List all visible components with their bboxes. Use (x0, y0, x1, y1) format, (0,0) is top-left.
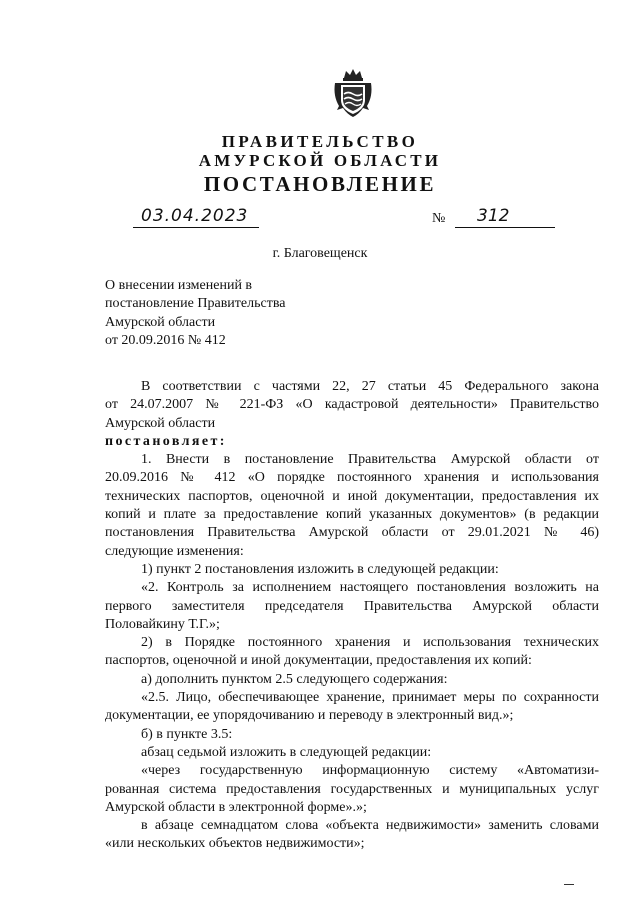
body-line: паспортов, оценочной и иной документации, предоставления их копий: (105, 653, 532, 669)
body-line: от 24.07.2007 № 221-ФЗ «О кадастровой деятельности» Правительство (105, 397, 599, 413)
document-number: 312 (455, 206, 555, 228)
government-title: ПРАВИТЕЛЬСТВО (221, 132, 419, 151)
subject-line: постановление Правительства (105, 296, 286, 312)
document-type: ПОСТАНОВЛЕНИЕ (203, 172, 437, 196)
subject-line: О внесении изменений в (105, 278, 253, 293)
body-line: б) в пункте 3.5: (141, 726, 233, 742)
body-line: Амурской области (105, 415, 216, 431)
subject-line: от 20.09.2016 № 412 (105, 332, 226, 348)
body-line: «через государственную информационную систему «Автоматизи- (141, 763, 599, 779)
body-line: «2. Контроль за исполнением настоящего постановления возложить на (141, 580, 599, 596)
body-line: постановления Правительства Амурской области от 29.01.2021 № 46) (105, 525, 599, 541)
city: г. Благовещенск (272, 246, 368, 261)
region-title: АМУРСКОЙ ОБЛАСТИ (198, 151, 442, 170)
number-sign: № (432, 211, 446, 226)
body-line: 1. Внести в постановление Правительства Амурской области от (141, 452, 599, 468)
body-line: «или нескольких объектов недвижимости»; (105, 836, 365, 852)
body-line: технических паспортов, оценочной и иной документации, предоставления их (105, 488, 599, 504)
body-line: В соответствии с частями 22, 27 статьи 45 Федерального закона (141, 379, 599, 394)
subject-line: Амурской области (105, 314, 216, 330)
document-date: 03.04.2023 (133, 206, 259, 228)
resolves-word: постановляет: (105, 433, 227, 449)
body-line: следующие изменения: (105, 543, 244, 559)
body-line: Амурской области в электронной форме».»; (105, 799, 367, 815)
body-line: первого заместителя председателя Правительства Амурской области (105, 598, 599, 614)
body-line: 20.09.2016 № 412 «О порядке постоянного хранения и использования (105, 470, 599, 486)
body-line: документации, ее упорядочиванию и переводу в электронный вид.»; (105, 708, 514, 724)
body-line: 1) пункт 2 постановления изложить в следующей редакции: (141, 561, 499, 577)
coat-of-arms-emblem (331, 66, 375, 120)
body-line: в абзаце семнадцатом слова «объекта недвижимости» заменить словами (141, 818, 599, 834)
document-subject (105, 277, 285, 350)
document-body (105, 378, 599, 854)
page-mark (564, 884, 574, 885)
body-line: абзац седьмой изложить в следующей редакции: (141, 744, 432, 760)
body-line: а) дополнить пунктом 2.5 следующего содержания: (141, 671, 448, 687)
body-line: рованная система предоставления государственных и муниципальных услуг (105, 781, 599, 797)
body-line: Половайкину Т.Г.»; (105, 616, 220, 632)
body-line: копий и плате за предоставление копий указанных документов» (в редакции (105, 507, 599, 523)
body-line: «2.5. Лицо, обеспечивающее хранение, принимает меры по сохранности (141, 690, 599, 706)
body-line: 2) в Порядке постоянного хранения и использования технических (141, 635, 599, 651)
